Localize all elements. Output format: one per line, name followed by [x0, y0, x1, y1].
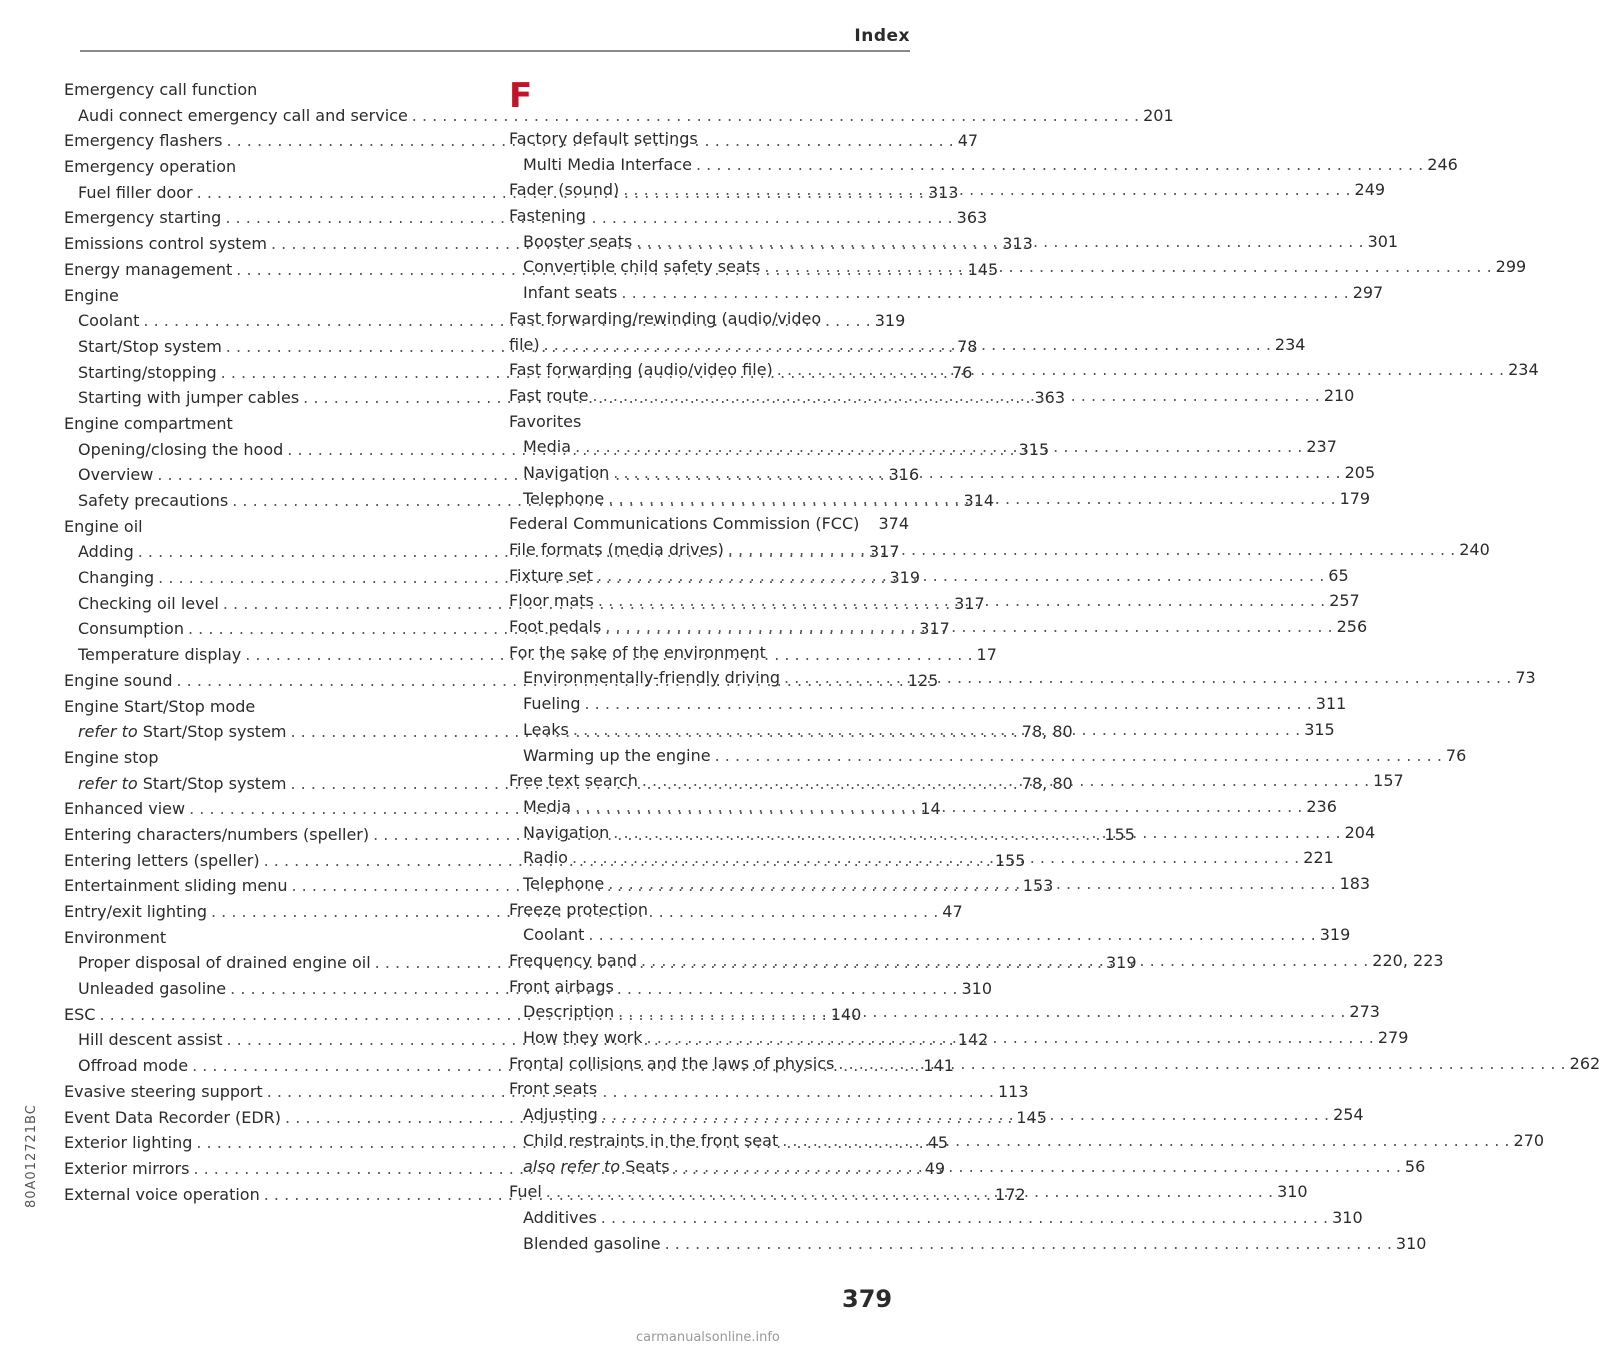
index-entry-term: Navigation [523, 462, 610, 482]
index-entry-term: Exterior lighting [64, 1133, 193, 1153]
index-entry-term: Starting/stopping [78, 362, 217, 382]
index-entry-term: Free text search [509, 771, 638, 791]
leader-dots [692, 152, 1427, 178]
index-entry-term: External voice operation [64, 1184, 260, 1204]
index-entry-term: Emergency operation [64, 157, 237, 177]
leader-dots [643, 1025, 1378, 1051]
index-entry-page: 205 [1344, 462, 1376, 482]
index-entry-term: Additives [523, 1207, 597, 1227]
index-entry-term: Radio [523, 848, 568, 868]
index-entry-page: 47 [957, 131, 979, 151]
index-entry-page: 125 [907, 670, 939, 690]
index-entry-page: 155 [994, 850, 1026, 870]
leader-dots [780, 665, 1515, 691]
index-entry-term: Fixture set [509, 565, 593, 585]
index-entry-page: 237 [1306, 437, 1337, 457]
index-entry-page: 47 [942, 902, 963, 921]
index-entry-page: 374 [878, 514, 909, 534]
leader-dots [617, 280, 1352, 306]
index-entry-term: Child restraints in the front seat [523, 1130, 779, 1150]
index-entry-term: Enhanced view [64, 799, 186, 819]
index-entry-page: 363 [956, 208, 988, 228]
index-entry-page: 257 [1329, 591, 1360, 611]
index-entry-term: Foot pedals [509, 617, 602, 637]
index-entry-page: 157 [1373, 771, 1404, 791]
index-entry-page: 240 [1459, 540, 1490, 559]
index-entry-term [509, 1154, 670, 1180]
index-entry-term: Favorites [509, 411, 582, 431]
index-entry [509, 409, 909, 435]
index-entry-page: 246 [1427, 154, 1458, 174]
index-entry-term: Infant seats [523, 283, 618, 303]
index-entry-term: Front airbags [509, 976, 614, 996]
index-entry-term: Coolant [78, 311, 140, 331]
index-entry-term: Offroad mode [78, 1056, 189, 1076]
index-entry-term: Audi connect emergency call and service [78, 105, 408, 125]
index-entry-page: 301 [1367, 231, 1399, 251]
index-entry-target: Start/Stop system [142, 773, 287, 793]
index-entry [64, 925, 476, 951]
leader-dots [540, 332, 1275, 358]
leader-dots [604, 871, 1339, 897]
document-code: 80A012721BC [24, 1104, 39, 1208]
index-entry [64, 283, 476, 309]
leader-dots [609, 460, 1344, 486]
index-entry-term: Entering letters (speller) [64, 850, 260, 870]
leader-dots [711, 743, 1446, 769]
index-entry-page: 315 [1018, 439, 1050, 459]
index-entry-reference: also refer to [523, 1156, 621, 1176]
index-entry [509, 1205, 1363, 1231]
leader-dots [571, 794, 1306, 820]
index-entry-page: 49 [924, 1158, 946, 1178]
index-entry-reference: refer to [78, 773, 138, 793]
leader-dots [571, 434, 1306, 460]
index-entry-page: 310 [1277, 1182, 1308, 1202]
index-entry-term: Fast route [509, 385, 589, 405]
index-entry-page: 201 [1143, 105, 1174, 125]
leader-dots [661, 1231, 1396, 1257]
index-entry-page: 179 [1339, 488, 1371, 508]
leader-dots [601, 614, 1336, 640]
index-entry [64, 103, 1174, 129]
index-entry-page: 65 [1328, 565, 1349, 585]
index-entry-page: 319 [1319, 925, 1351, 945]
leader-dots [598, 1102, 1333, 1128]
index-entry-page: 78, 80 [1021, 722, 1073, 742]
leader-dots [834, 1051, 1569, 1077]
index-entry [509, 999, 1380, 1025]
index-entry-page: 279 [1377, 1028, 1409, 1048]
leader-dots [609, 820, 1344, 846]
index-entry-term: Event Data Recorder (EDR) [64, 1107, 282, 1127]
index-entry-term: Engine sound [64, 670, 173, 690]
index-entry [509, 460, 1376, 486]
index-entry-term: Entry/exit lighting [64, 902, 207, 921]
index-entry-page: 210 [1323, 385, 1355, 405]
index-entry-term: File formats (media drives) [509, 540, 724, 559]
index-entry-target: Start/Stop system [142, 722, 287, 742]
index-entry-term [64, 771, 287, 797]
leader-dots [760, 254, 1495, 280]
index-entry-term: Changing [78, 568, 155, 588]
index-entry-term: Engine compartment [64, 413, 233, 433]
index-entry-page: 172 [995, 1184, 1026, 1204]
index-entry [509, 743, 1467, 769]
index-entry-page: 363 [1034, 388, 1066, 408]
index-entry-page: 17 [976, 645, 997, 665]
index-entry-term: Fader (sound) [509, 180, 620, 200]
index-entry [509, 280, 1384, 306]
index-entry [64, 154, 476, 180]
leader-dots [638, 768, 1373, 794]
index-entry-page: 221 [1303, 848, 1334, 868]
index-entry-page: 315 [1304, 719, 1335, 739]
index-entry-page: 299 [1495, 257, 1527, 277]
leader-dots [773, 357, 1508, 383]
leader-dots [594, 588, 1329, 614]
leader-dots [670, 1154, 1405, 1180]
index-entry-term: Engine oil [64, 516, 143, 536]
index-entry-term: Navigation [523, 822, 610, 842]
index-entry-term: Consumption [78, 619, 184, 639]
index-entry-page: 297 [1352, 283, 1384, 303]
index-entry-term: Freeze protection [509, 899, 649, 919]
index-entry-page: 313 [1002, 234, 1033, 254]
index-entry-term: Adjusting [523, 1105, 598, 1125]
index-entry-page: 153 [1022, 876, 1054, 896]
index-entry-page: 145 [967, 259, 999, 279]
index-entry-term: Entertainment sliding menu [64, 876, 288, 896]
leader-dots [632, 229, 1367, 255]
index-entry-page: 314 [963, 491, 995, 510]
index-entry-term: Description [523, 1002, 615, 1022]
index-entry-term: Fastening [509, 206, 586, 226]
index-entry-page: 319 [889, 568, 920, 588]
index-entry-term: Overview [78, 465, 154, 485]
index-entry-term: Emergency starting [64, 208, 222, 228]
leader-dots [778, 1128, 1513, 1154]
index-entry [509, 691, 1347, 717]
index-entry-page: 14 [920, 799, 941, 819]
index-entry-page: 262 [1569, 1053, 1600, 1073]
index-entry-page: 234 [1274, 334, 1306, 354]
index-entry-term: Temperature display [78, 645, 242, 665]
index-entry-page: 113 [998, 1081, 1029, 1101]
leader-dots [569, 717, 1304, 743]
section-header: Index [854, 26, 910, 46]
index-entry-term: Engine [64, 285, 119, 305]
index-entry [509, 1231, 1427, 1257]
leader-dots [593, 563, 1328, 589]
index-entry-page: 220, 223 [1372, 951, 1444, 970]
index-entry-term: Emergency flashers [64, 131, 223, 151]
index-entry-term: Leaks [523, 719, 569, 739]
index-entry-term: Factory default settings [509, 129, 698, 148]
leader-dots [597, 1205, 1332, 1231]
index-entry-page: 76 [1445, 745, 1467, 765]
index-entry [64, 745, 476, 771]
index-entry [64, 514, 476, 540]
index-entry-page: 140 [830, 1004, 862, 1024]
index-entry-term: Floor mats [509, 591, 594, 611]
index-entry-page: 142 [957, 1030, 989, 1050]
index-entry [64, 694, 476, 720]
index-entry-term: Front seats [509, 1079, 598, 1099]
index-entry-term: Starting with jumper cables [78, 388, 300, 408]
index-entry-page: 56 [1404, 1156, 1426, 1176]
index-entry-term: Blended gasoline [523, 1233, 661, 1253]
index-entry-page: 141 [923, 1056, 954, 1076]
index-entry [509, 126, 909, 152]
leader-dots [614, 999, 1349, 1025]
index-entry-term: Evasive steering support [64, 1081, 263, 1101]
index-entry-page: 313 [927, 182, 959, 202]
index-entry [509, 511, 909, 537]
index-entry-term: Start/Stop system [78, 336, 222, 356]
index-entry-term: Media [523, 796, 572, 816]
leader-dots [581, 691, 1316, 717]
index-entry-term: Exterior mirrors [64, 1158, 190, 1178]
index-entry-page: 317 [869, 542, 900, 562]
index-entry-page: 316 [888, 465, 920, 485]
index-entry-term: Safety precautions [78, 491, 229, 510]
index-entry-term: For the sake of the environment [509, 642, 766, 662]
index-entry-page: 310 [1332, 1207, 1363, 1227]
leader-dots [568, 845, 1303, 871]
index-entry-page: 254 [1333, 1105, 1364, 1125]
index-entry [509, 1076, 909, 1102]
index-entry-page: 310 [961, 979, 992, 999]
index-entry-page: 270 [1513, 1130, 1545, 1150]
index-entry-term: Fuel [509, 1182, 542, 1202]
index-entry [509, 563, 1349, 589]
index-entry-page: 78, 80 [1021, 773, 1073, 793]
index-entry-term: Proper disposal of drained engine oil [78, 953, 371, 973]
index-entry-term: Booster seats [523, 231, 633, 251]
index-entry [509, 897, 909, 923]
index-entry-term: How they work [523, 1028, 643, 1048]
index-entry-page: 145 [1016, 1107, 1047, 1127]
index-entry-target: Seats [625, 1156, 670, 1176]
leader-dots [589, 383, 1324, 409]
index-entry-term: file) [509, 334, 540, 354]
index-entry-term: Environmentally-friendly driving [523, 668, 781, 688]
index-entry-page: 310 [1395, 1233, 1427, 1253]
index-entry-term [64, 719, 287, 745]
index-entry-page: 311 [1315, 694, 1347, 714]
index-entry-term: Emissions control system [64, 234, 267, 254]
index-entry-term: Convertible child safety seats [523, 257, 761, 277]
index-entry-term: Checking oil level [78, 593, 219, 613]
leader-dots [584, 922, 1319, 948]
section-letter: F [509, 76, 533, 116]
index-entry [509, 306, 909, 332]
index-entry [509, 152, 1458, 178]
index-entry-page: 317 [954, 593, 985, 613]
index-entry-term: Fueling [523, 694, 581, 714]
index-entry-page: 45 [927, 1133, 949, 1153]
index-entry [509, 203, 909, 229]
index-entry-term: Media [523, 437, 572, 457]
index-entry-term: Opening/closing the hood [78, 439, 284, 459]
index-entry-page: 319 [874, 311, 906, 331]
index-entry-page: 234 [1508, 360, 1539, 380]
index-entry [509, 974, 909, 1000]
index-entry-term: Hill descent assist [78, 1030, 223, 1050]
index-entry [64, 77, 476, 103]
index-entry-term: ESC [64, 1004, 96, 1024]
leader-dots [604, 486, 1339, 512]
index-entry-term: Environment [64, 927, 167, 947]
index-entry [509, 922, 1351, 948]
index-entry-term: Engine stop [64, 747, 159, 767]
index-entry-page: 204 [1344, 822, 1376, 842]
index-entry-page: 78 [957, 336, 978, 356]
page-number: 379 [842, 1285, 893, 1313]
index-entry-term: Unleaded gasoline [78, 979, 227, 999]
header-rule [80, 50, 910, 52]
index-entry-reference: refer to [78, 722, 138, 742]
index-entry-page: 273 [1349, 1002, 1380, 1022]
index-entry-page: 155 [1104, 824, 1135, 844]
index-entry-page: 236 [1306, 796, 1337, 816]
leader-dots [637, 948, 1372, 974]
leader-dots [724, 537, 1459, 563]
index-entry-term: Multi Media Interface [523, 154, 692, 174]
index-entry-page: 73 [1515, 668, 1536, 688]
index-entry-term: Telephone [523, 488, 605, 508]
index-entry-page: 317 [919, 619, 950, 639]
index-entry-page: 256 [1336, 617, 1368, 637]
leader-dots [542, 1179, 1277, 1205]
index-entry-page: 76 [951, 362, 973, 382]
index-entry-page: 249 [1354, 180, 1386, 200]
index-entry-term: Energy management [64, 259, 233, 279]
index-entry-term: Engine Start/Stop mode [64, 696, 256, 716]
index-entry-term: Coolant [523, 925, 585, 945]
leader-dots [619, 177, 1354, 203]
index-entry-term: Warming up the engine [523, 745, 711, 765]
index-entry-term: Fast forwarding (audio/video file) [509, 360, 773, 380]
index-entry-term: Frontal collisions and the laws of physics [509, 1053, 835, 1073]
index-entry-page: 319 [1105, 953, 1137, 973]
index-entry-term: Adding [78, 542, 134, 562]
index-entry [64, 411, 476, 437]
index-entry-term: Frequency band [509, 951, 637, 970]
index-entry-term: Federal Communications Commission (FCC) [509, 514, 860, 534]
index-entry-term: Entering characters/numbers (speller) [64, 824, 370, 844]
index-entry [509, 537, 1490, 563]
watermark: carmanualsonline.info [636, 1330, 780, 1345]
index-entry-term: Fuel filler door [78, 182, 193, 202]
index-entry [509, 640, 909, 666]
index-entry-term: Emergency call function [64, 80, 258, 99]
index-entry-term: Telephone [523, 873, 605, 893]
index-entry-page: 183 [1339, 873, 1371, 893]
index-entry-term: Fast forwarding/rewinding (audio/video [509, 308, 822, 328]
